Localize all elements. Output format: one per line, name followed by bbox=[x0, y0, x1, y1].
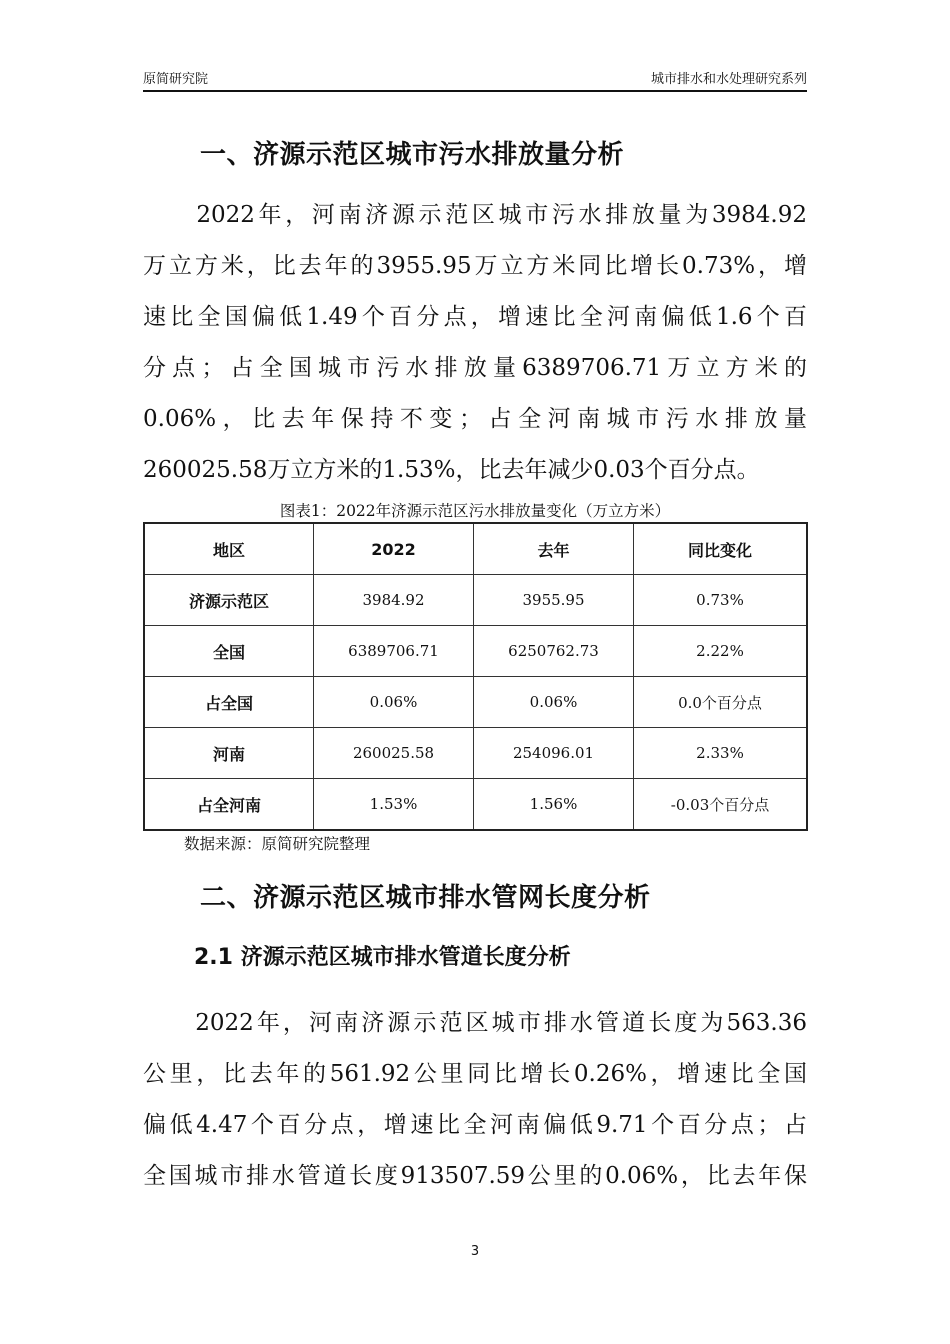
data-source-note: 数据来源：原简研究院整理 bbox=[184, 835, 371, 853]
row-label: 全国 bbox=[144, 626, 314, 677]
page-number: 3 bbox=[470, 1244, 480, 1259]
section2-heading: 二、济源示范区城市排水管网长度分析 bbox=[200, 883, 651, 913]
table-cell: 2.33% bbox=[634, 728, 808, 779]
table-cell: 0.73% bbox=[634, 575, 808, 626]
table-header-row bbox=[144, 523, 807, 575]
table-cell: 6250762.73 bbox=[474, 626, 634, 677]
paragraph-line: 260025.58万立方米的1.53%，比去年减少0.03个百分点。 bbox=[143, 457, 760, 483]
table-row bbox=[144, 626, 807, 677]
column-header: 地区 bbox=[144, 523, 314, 575]
table-caption: 图表1：2022年济源示范区污水排放量变化（万立方米） bbox=[279, 502, 671, 520]
table-row bbox=[144, 677, 807, 728]
emission-table bbox=[143, 522, 808, 831]
table-cell: -0.03个百分点 bbox=[634, 779, 808, 831]
column-header: 同比变化 bbox=[634, 523, 808, 575]
table-cell: 2.22% bbox=[634, 626, 808, 677]
table-cell: 0.06% bbox=[314, 677, 474, 728]
row-label: 河南 bbox=[144, 728, 314, 779]
table-cell: 3984.92 bbox=[314, 575, 474, 626]
table-cell: 0.0个百分点 bbox=[634, 677, 808, 728]
header-org-name: 原简研究院 bbox=[143, 72, 209, 87]
table-cell: 0.06% bbox=[474, 677, 634, 728]
table-row bbox=[144, 728, 807, 779]
paragraph-line: 偏低4.47个百分点，增速比全河南偏低9.71个百分点；占 bbox=[143, 1112, 807, 1138]
table-cell: 1.56% bbox=[474, 779, 634, 831]
table-cell: 3955.95 bbox=[474, 575, 634, 626]
paragraph-line: 公里，比去年的561.92公里同比增长0.26%，增速比全国 bbox=[143, 1061, 807, 1087]
paragraph-line: 0.06%，比去年保持不变；占全河南城市污水排放量 bbox=[143, 406, 807, 432]
table-row bbox=[144, 779, 807, 831]
paragraph-line: 全国城市排水管道长度913507.59公里的0.06%，比去年保 bbox=[143, 1163, 807, 1189]
section2-subheading: 2.1 济源示范区城市排水管道长度分析 bbox=[194, 945, 571, 970]
table-cell: 254096.01 bbox=[474, 728, 634, 779]
row-label: 占全河南 bbox=[144, 779, 314, 831]
column-header: 去年 bbox=[474, 523, 634, 575]
header-series-title: 城市排水和水处理研究系列 bbox=[650, 72, 807, 87]
row-label: 占全国 bbox=[144, 677, 314, 728]
section1-paragraph bbox=[143, 190, 807, 496]
table-cell: 6389706.71 bbox=[314, 626, 474, 677]
table-cell: 1.53% bbox=[314, 779, 474, 831]
paragraph-line: 速比全国偏低1.49个百分点，增速比全河南偏低1.6个百 bbox=[143, 304, 807, 330]
table-cell: 260025.58 bbox=[314, 728, 474, 779]
paragraph-line: 2022年，河南济源示范区城市污水排放量为3984.92 bbox=[143, 202, 807, 228]
paragraph-line: 2022年，河南济源示范区城市排水管道长度为563.36 bbox=[143, 1010, 807, 1036]
table-row bbox=[144, 575, 807, 626]
page-header bbox=[143, 66, 807, 92]
section2-paragraph bbox=[143, 998, 807, 1202]
section1-heading: 一、济源示范区城市污水排放量分析 bbox=[200, 140, 625, 170]
row-label: 济源示范区 bbox=[144, 575, 314, 626]
paragraph-line: 万立方米，比去年的3955.95万立方米同比增长0.73%，增 bbox=[143, 253, 807, 279]
column-header: 2022 bbox=[314, 523, 474, 575]
paragraph-line: 分点；占全国城市污水排放量6389706.71万立方米的 bbox=[143, 355, 807, 381]
